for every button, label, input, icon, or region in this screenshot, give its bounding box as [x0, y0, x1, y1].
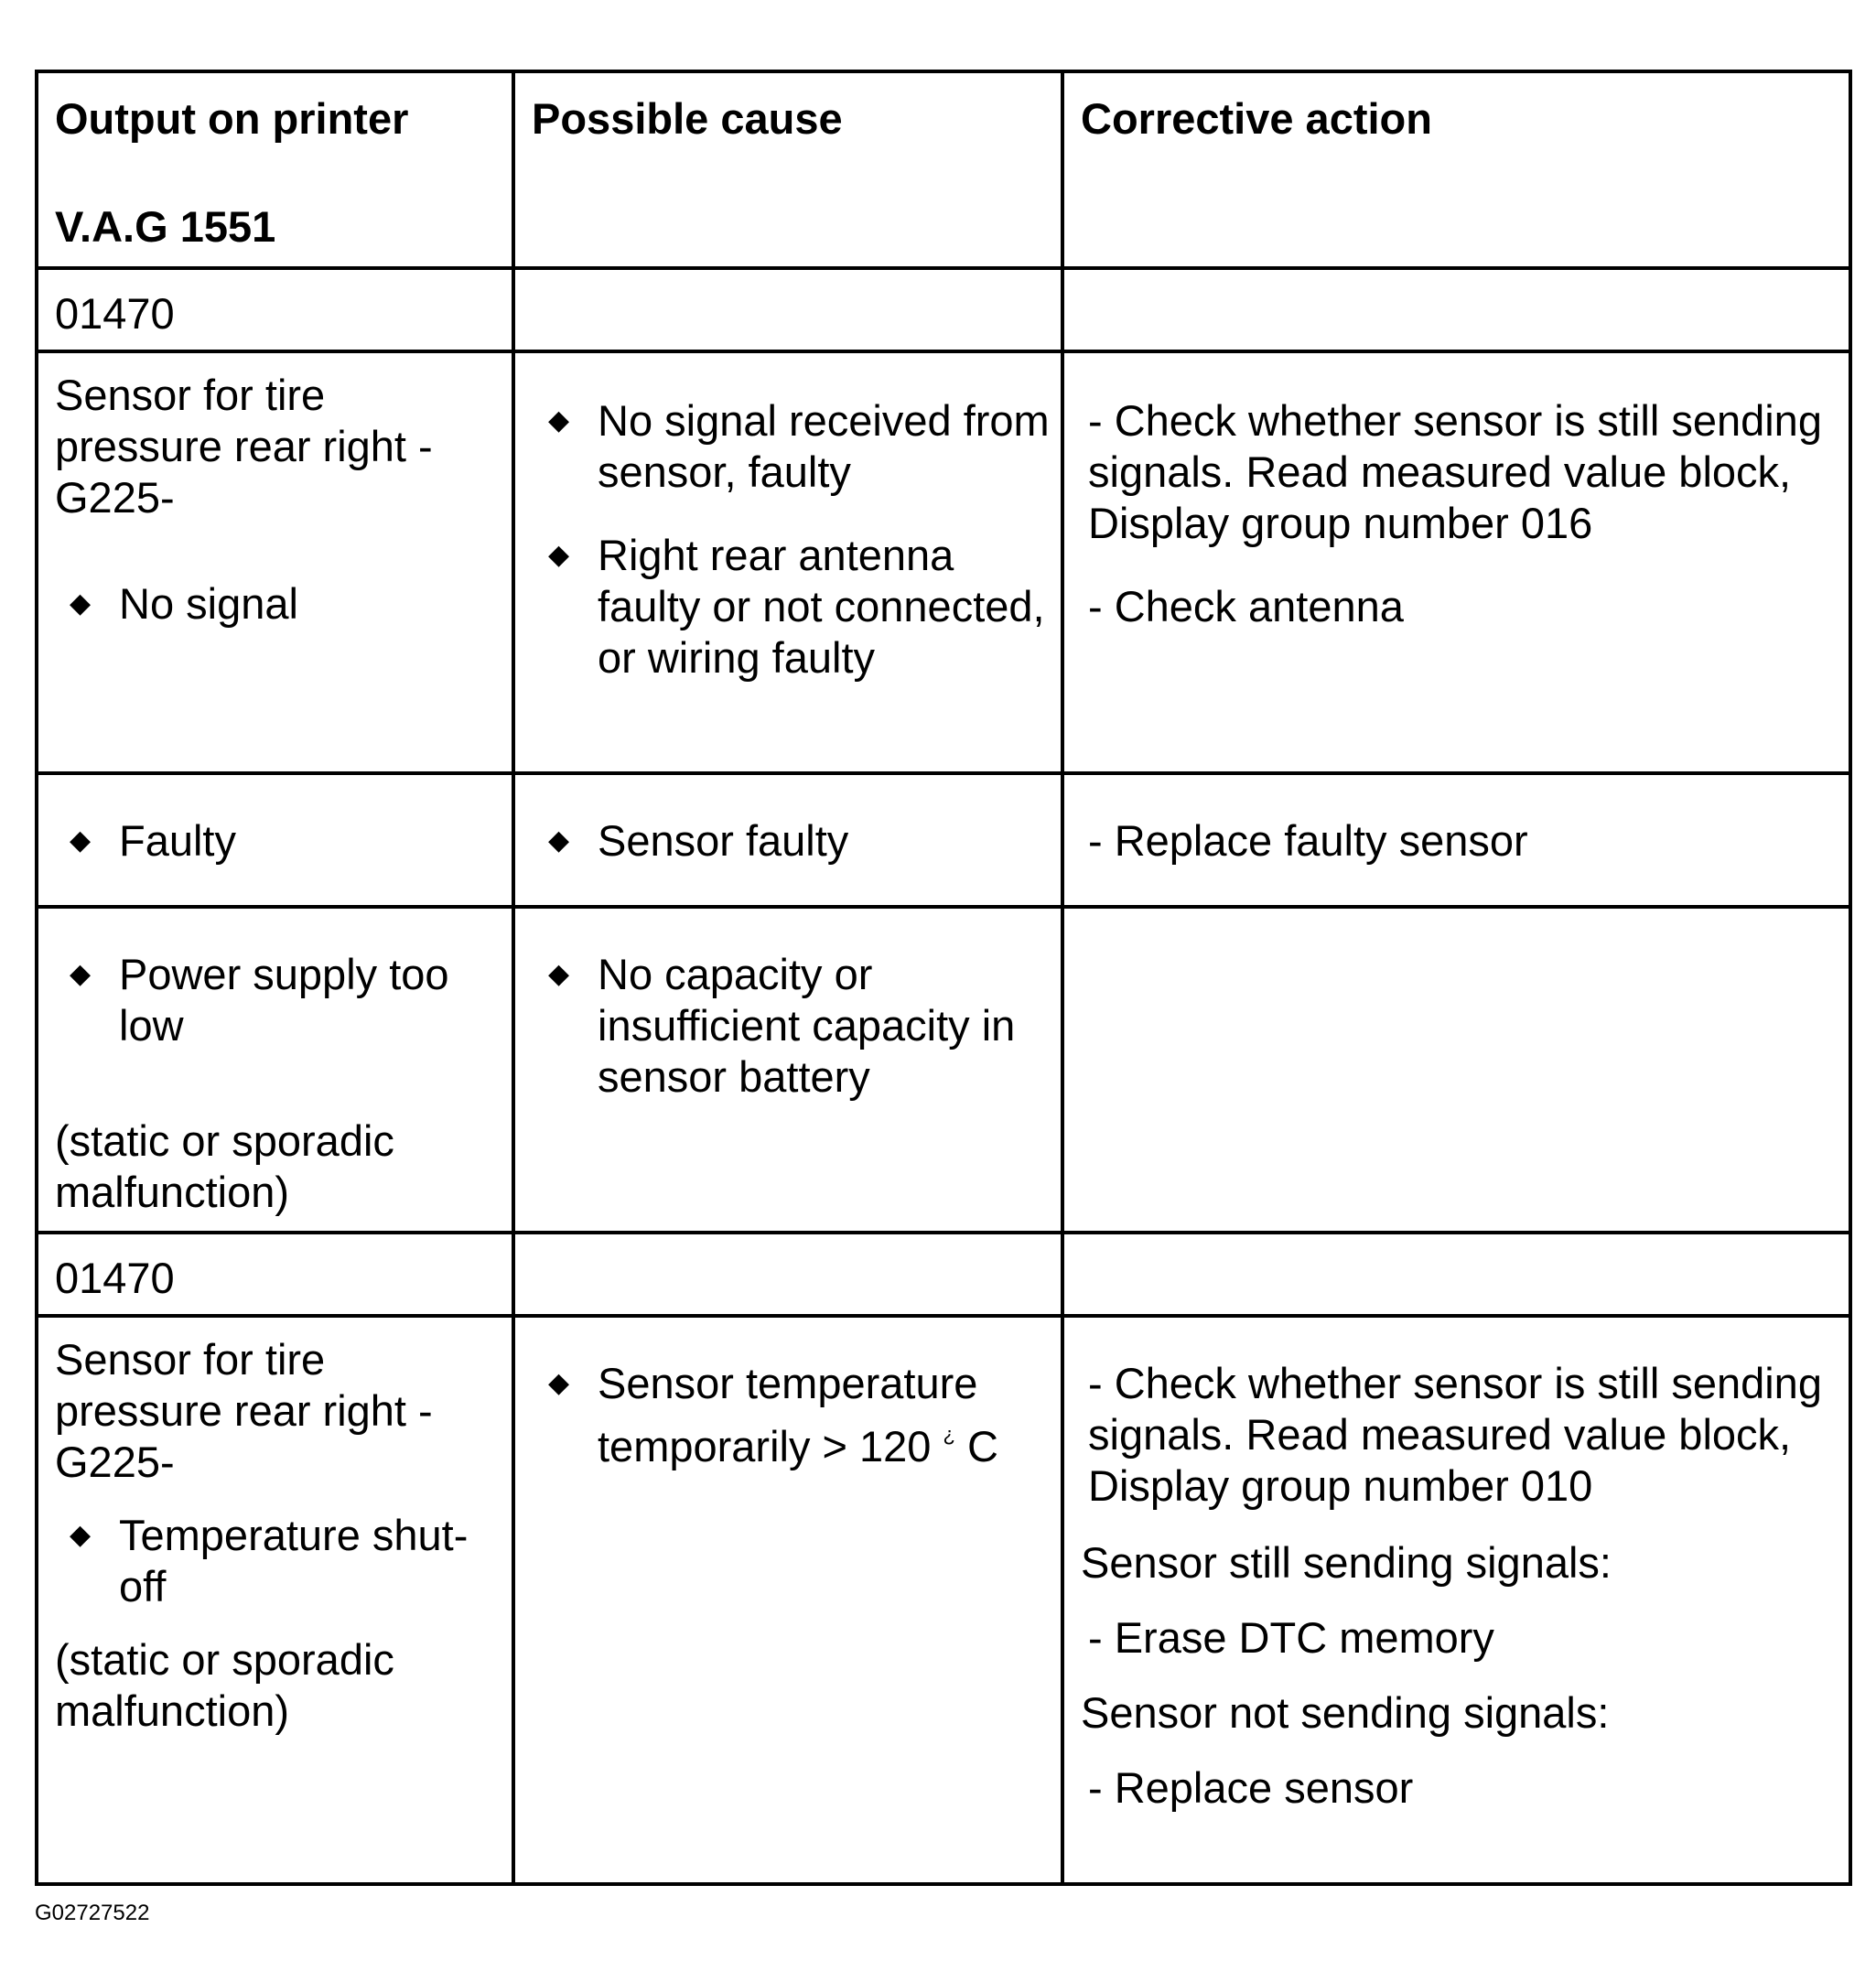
header-output-label: Output on printer [55, 94, 409, 143]
action-text: - Replace faulty sensor [1088, 816, 1528, 865]
output-bullet-temperature [38, 1510, 512, 1612]
action-cell-faulty [1062, 773, 1850, 907]
row-no-signal [37, 351, 1850, 773]
output-cell-temperature [37, 1316, 513, 1884]
output-cell-faulty [37, 773, 513, 907]
fault-code-2: 01470 [37, 1233, 513, 1316]
bullet-icon: ◆ [548, 405, 570, 436]
output-bullet-text: Temperature shut-off [119, 1511, 469, 1610]
output-bullet-text: Faulty [119, 816, 236, 865]
cause-text: Sensor faulty [598, 816, 849, 865]
cause-bullet-1 [515, 395, 1061, 498]
empty-cell [513, 1233, 1062, 1316]
cause-cell-faulty [513, 773, 1062, 907]
fault-code-1: 01470 [37, 268, 513, 351]
header-cause-cell [513, 71, 1062, 268]
action-text: - Check whether sensor is still sending signals. Read measured value block, [1088, 1359, 1822, 1459]
bullet-icon: ◆ [548, 540, 570, 570]
output-bullet-faulty [38, 815, 512, 867]
row-faulty [37, 773, 1850, 907]
bullet-icon: ◆ [70, 588, 92, 619]
output-bullet-text: No signal [119, 579, 298, 628]
header-cause-label: Possible cause [532, 94, 843, 143]
header-row [37, 71, 1850, 268]
cause-bullet [515, 949, 1061, 1103]
cause-bullet-2 [515, 530, 1061, 684]
row-power-supply [37, 907, 1850, 1233]
bullet-icon: ◆ [548, 959, 570, 989]
action-text: Display group number 016 [1088, 499, 1593, 547]
action-text: - Erase DTC memory [1088, 1613, 1494, 1662]
output-title: Sensor for tire pressure rear right - G225- [55, 1335, 433, 1486]
cause-text: Sensor temperature temporarily > 120 [598, 1359, 978, 1470]
degree-symbol: ¿ [943, 1423, 955, 1446]
empty-cell [1062, 268, 1850, 351]
code-row-2 [37, 1233, 1850, 1316]
header-tester-label: V.A.G 1551 [55, 202, 276, 251]
output-cell-power [37, 907, 513, 1233]
action-subheading: Sensor still sending signals: [1081, 1538, 1612, 1587]
output-title: Sensor for tire pressure rear right - G225- [55, 371, 433, 522]
figure-id: G02727522 [35, 1901, 150, 1925]
cause-cell-power [513, 907, 1062, 1233]
code-row-1 [37, 268, 1850, 351]
empty-cell [513, 268, 1062, 351]
action-subheading: Sensor not sending signals: [1081, 1688, 1610, 1737]
output-cell-no-signal [37, 351, 513, 773]
cause-cell-temperature [513, 1316, 1062, 1884]
row-temperature [37, 1316, 1850, 1884]
output-bullet-power [38, 949, 512, 1051]
header-action-cell [1062, 71, 1850, 268]
cause-text: No capacity or insufficient capacity in sensor battery [598, 950, 1016, 1101]
cause-bullet [515, 815, 1061, 867]
output-bullet-no-signal [38, 578, 512, 630]
bullet-icon: ◆ [70, 1520, 92, 1550]
action-text: - Check whether sensor is still sending signals. Read measured value block, [1088, 396, 1822, 496]
bullet-icon: ◆ [70, 825, 92, 856]
output-note: (static or sporadic malfunction) [55, 1116, 394, 1216]
header-action-label: Corrective action [1081, 94, 1432, 143]
empty-cell [1062, 1233, 1850, 1316]
action-text: - Check antenna [1088, 582, 1404, 630]
cause-text: Right rear antenna faulty or not connected, or wiring faulty [598, 531, 1045, 682]
action-text: - Replace sensor [1088, 1763, 1414, 1812]
action-cell-temperature [1062, 1316, 1850, 1884]
cause-unit: C [967, 1422, 998, 1470]
dtc-table [35, 70, 1852, 1886]
action-text: Display group number 010 [1088, 1461, 1593, 1510]
cause-bullet [515, 1358, 1061, 1472]
cause-text: No signal received from sensor, faulty [598, 396, 1050, 496]
bullet-icon: ◆ [70, 959, 92, 989]
action-cell-no-signal [1062, 351, 1850, 773]
bullet-icon: ◆ [548, 1368, 570, 1398]
cause-cell-no-signal [513, 351, 1062, 773]
bullet-icon: ◆ [548, 825, 570, 856]
output-bullet-text: Power supply too low [119, 950, 449, 1050]
output-note: (static or sporadic malfunction) [55, 1635, 394, 1735]
action-cell-power [1062, 907, 1850, 1233]
header-output-cell [37, 71, 513, 268]
